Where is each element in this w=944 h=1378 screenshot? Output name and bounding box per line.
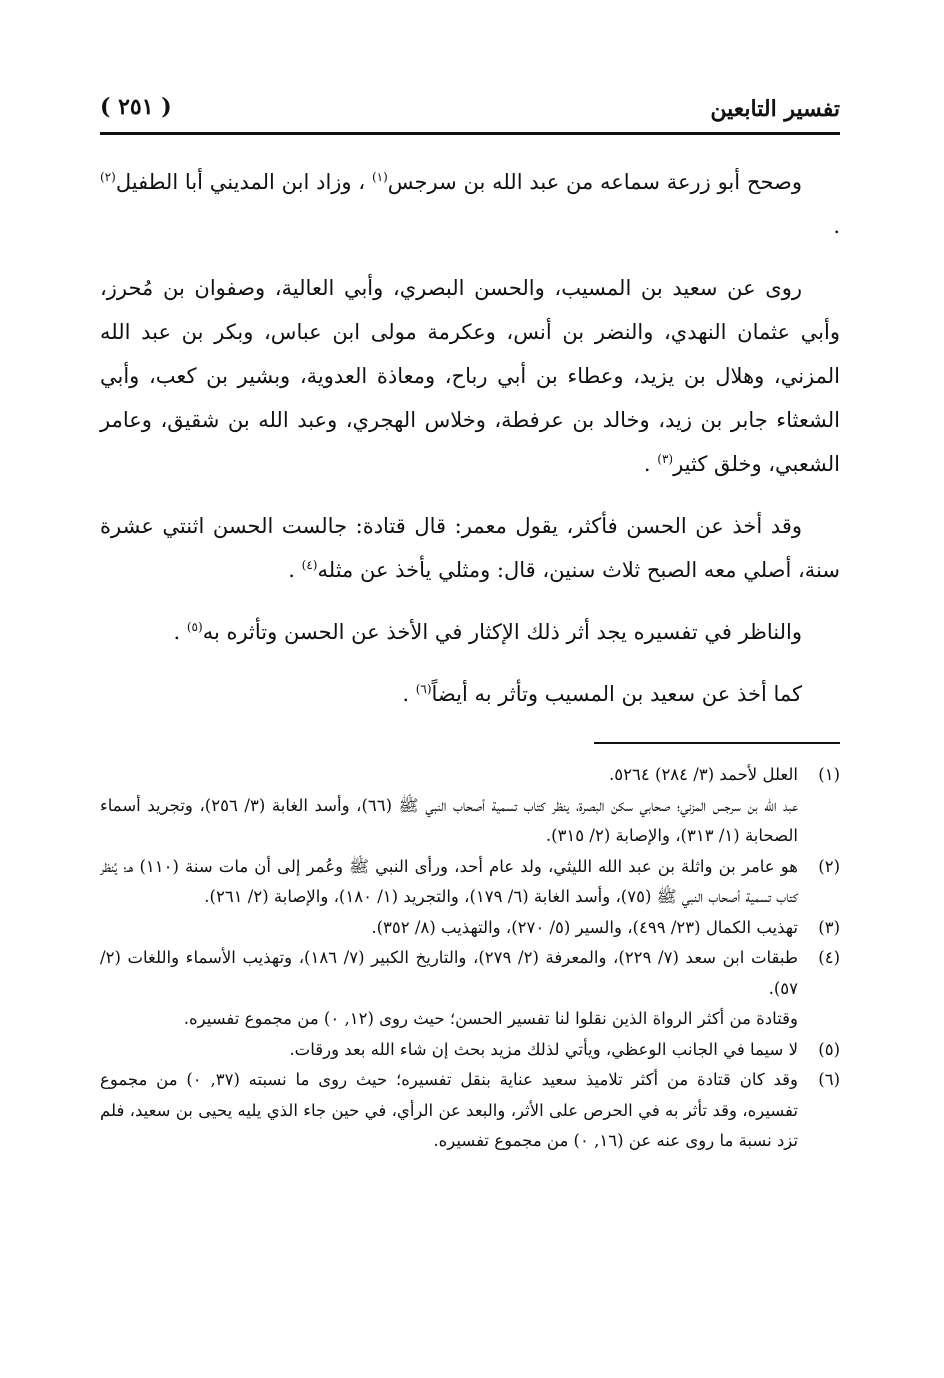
main-text <box>100 160 840 716</box>
paragraph-4 <box>100 610 840 654</box>
paragraph-5 <box>100 672 840 716</box>
footnote-line: وقتادة من أكثر الرواة الذين نقلوا لنا تفسير الحسن؛ حيث روى (١٢, ٠) من مجموع تفسيره. <box>183 1009 798 1028</box>
footnote-5 <box>100 1035 840 1066</box>
footnote-3 <box>100 913 840 944</box>
paragraph-1-end: . <box>833 214 840 238</box>
paragraph-4-end: . <box>173 620 181 644</box>
paragraph-3-text: وقد أخذ عن الحسن فأكثر، يقول معمر: قال قتادة: جالست الحسن اثنتي عشرة سنة، أصلي معه الصبح ثلاث سنين، قال: ومثلي يأخذ عن مثله <box>100 514 840 582</box>
footnote-number: (٦) <box>818 1070 840 1089</box>
footnote-ref: (٥) <box>186 620 203 634</box>
footnote-number: (٣) <box>818 917 840 937</box>
footnotes <box>100 760 840 1157</box>
paragraph-3-end: . <box>288 558 295 582</box>
page-header <box>100 92 840 135</box>
footnote-number: (٥) <box>818 1039 840 1059</box>
footnote-divider <box>594 742 840 744</box>
paragraph-2-end: . <box>643 452 651 476</box>
footnote-ref: (٣) <box>657 452 674 466</box>
paragraph-4-text: والناظر في تفسيره يجد أثر ذلك الإكثار في الأخذ عن الحسن وتأثره به <box>202 620 802 644</box>
paragraph-3 <box>100 504 840 592</box>
footnote-ref: (١) <box>371 170 388 184</box>
footnote-1 <box>100 760 840 852</box>
footnote-line: عبد الله بن سرجس المزني؛ صحابي سكن البصرة، ينظر كتاب تسمية أصحاب النبي ﷺ (٦٦)، وأسد الغابة (٣/ ٢٥٦)، وتجريد أسماء الصحابة (١/ ٣١٣)، والإصابة (٢/ ٣١٥). <box>100 795 799 845</box>
footnote-line: وقد كان قتادة من أكثر تلاميذ سعيد عناية بنقل تفسيره؛ حيث روى ما نسبته (٣٧, ٠) من مجموع تفسيره، وقد تأثر به في الحرص على الأثر، والبعد عن الرأي، في حين جاء الذي يليه يحيى بن سعيد، فلم تزد نسبة ما روى عنه عن (١٦, ٠) من مجموع تفسيره. <box>100 1070 798 1150</box>
footnote-6 <box>100 1065 840 1157</box>
footnote-2 <box>100 852 840 913</box>
paragraph-2-text: روى عن سعيد بن المسيب، والحسن البصري، وأبي العالية، وصفوان بن مُحرز، وأبي عثمان النهدي، والنضر بن أنس، وعكرمة مولى ابن عباس، وبكر بن عبد الله المزني، وهلال بن يزيد، وعطاء بن أبي رباح، ومعاذة العدوية، وبشير بن كعب، وأبي الشعثاء جابر بن زيد، وخالد بن عرفطة، وخلاس الهجري، وعبد الله بن شقيق، وعامر الشعبي، وخلق كثير <box>100 276 840 476</box>
footnote-line: تهذيب الكمال (٢٣/ ٤٩٩)، والسير (٥/ ٢٧٠)، والتهذيب (٨/ ٣٥٢). <box>371 917 798 937</box>
paragraph-1-text: وصحح أبو زرعة سماعه من عبد الله بن سرجس <box>387 170 802 194</box>
paragraph-5-end: . <box>402 682 409 706</box>
footnote-number: (٢) <box>818 856 840 876</box>
paragraph-1-text-mid: ، وزاد ابن المديني أبا الطفيل <box>115 170 366 194</box>
footnote-line: العلل لأحمد (٣/ ٢٨٤) ٥٢٦٤. <box>609 765 798 784</box>
footnote-ref: (٤) <box>301 558 318 572</box>
paragraph-2 <box>100 266 840 486</box>
running-title: تفسير التابعين <box>710 96 840 122</box>
footnote-line: طبقات ابن سعد (٧/ ٢٢٩)، والمعرفة (٢/ ٢٧٩)، والتاريخ الكبير (٧/ ١٨٦)، وتهذيب الأسماء واللغات (٢/ ٥٧). <box>100 948 798 998</box>
footnote-number: (١) <box>818 765 840 784</box>
footnote-ref: (٢) <box>100 170 116 184</box>
footnote-line: هو عامر بن واثلة بن عبد الله الليثي، ولد عام أحد، ورأى النبي ﷺ وعُمر إلى أن مات سنة (١١٠) هـ؛ يُنظر كتاب تسمية أصحاب النبي ﷺ (٧٥)، وأسد الغابة (٦/ ١٧٩)، والتجريد (١/ ١٨٠)، والإصابة (٢/ ٢٦١). <box>100 856 798 906</box>
paragraph-1 <box>100 160 840 248</box>
footnote-4 <box>100 943 840 1035</box>
paragraph-5-text: كما أخذ عن سعيد بن المسيب وتأثر به أيضاً <box>431 682 802 706</box>
footnote-ref: (٦) <box>415 682 432 696</box>
footnote-line: لا سيما في الجانب الوعظي، ويأتي لذلك مزيد بحث إن شاء الله بعد ورقات. <box>289 1039 798 1059</box>
footnote-number: (٤) <box>818 948 840 967</box>
page-number: ( ٢٥١ ) <box>100 94 172 120</box>
